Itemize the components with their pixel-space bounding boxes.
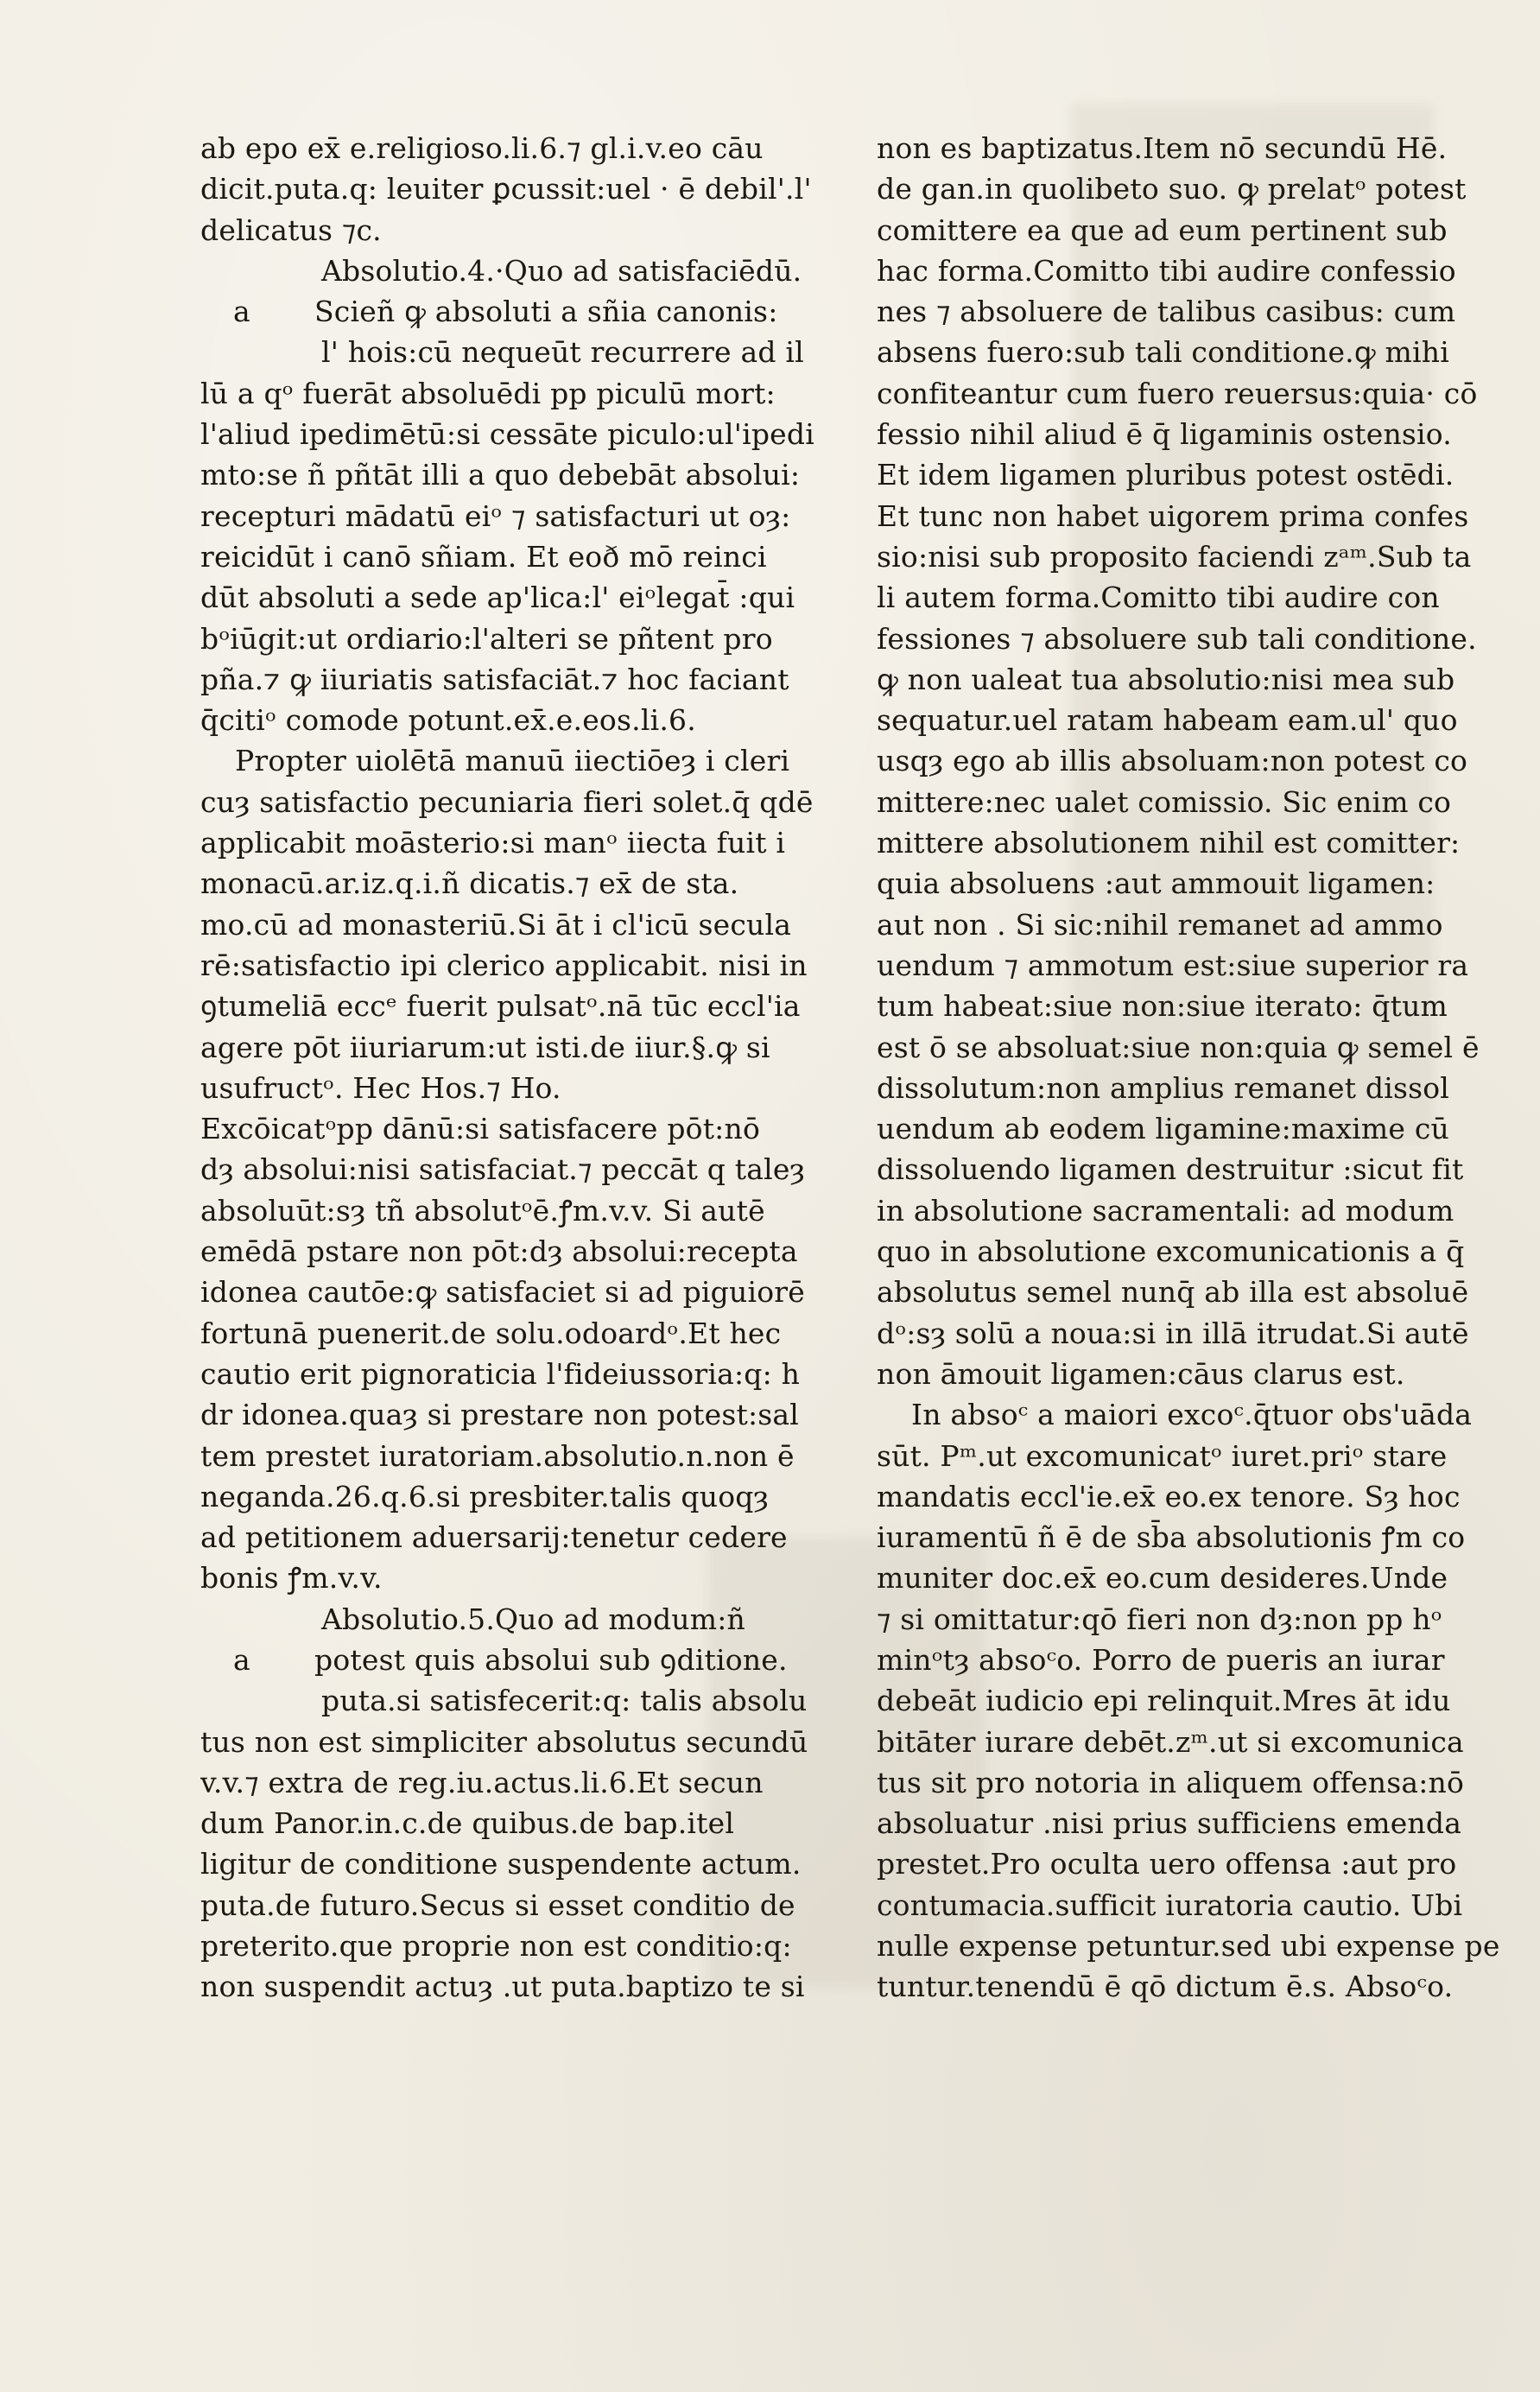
line-text: non es baptizatus.Item nō secundū Hē.	[877, 131, 1448, 165]
line-text: In absoᶜ a maiori excoᶜ.q̄tuor obs'uāda	[911, 1398, 1473, 1432]
text-line	[877, 740, 1521, 781]
text-line	[877, 291, 1521, 332]
line-text: mandatis eccl'ie.ex̄ eo.ex tenore. Sȝ hoc	[877, 1479, 1461, 1513]
text-line	[200, 1517, 840, 1558]
line-text: non suspendit actuȝ .ut puta.baptizo te si	[200, 1970, 805, 2004]
text-line	[877, 454, 1521, 495]
line-text: fessio nihil aliud ē q̄ ligaminis ostensio.	[877, 417, 1452, 452]
line-text: neganda.26.q.6.si presbiter.talis quoqȝ	[200, 1479, 770, 1513]
line-text: pña.⁊ ꝙ iiuriatis satisfaciāt.⁊ hoc faciant	[200, 662, 789, 696]
text-line	[877, 986, 1521, 1026]
text-line	[877, 496, 1521, 536]
line-text: recepturi mādatū eiᵒ ⁊ satisfacturi ut oȝ:	[200, 498, 791, 533]
line-text: mo.cū ad monasteriū.Si āt i cl'icū secula	[200, 907, 792, 942]
line-text: tem prestet iuratoriam.absolutio.n.non ē	[200, 1438, 795, 1473]
text-line	[200, 1068, 840, 1108]
line-text: de gan.in quolibeto suo. ꝙ prelatᵒ potest	[877, 172, 1467, 206]
line-text: non āmouit ligamen:cāus clarus est.	[877, 1356, 1405, 1391]
line-text: ꝯtumeliā eccᵉ fuerit pulsatᵒ.nā tūc eccl'ia	[200, 989, 801, 1024]
line-text: dᵒ:sȝ solū a noua:si in illā itrudat.Si autē	[877, 1316, 1469, 1350]
text-line	[877, 1313, 1521, 1354]
text-line	[200, 1885, 840, 1926]
line-text: v.v.⁊ extra de reg.iu.actus.li.6.Et secun	[200, 1765, 764, 1799]
text-line	[200, 1354, 840, 1394]
text-line	[877, 332, 1521, 372]
line-text: monacū.ar.iz.q.i.ñ dicatis.⁊ ex̄ de sta.	[200, 866, 739, 901]
line-text: q̄citiᵒ comode potunt.ex̄.e.eos.li.6.	[200, 703, 696, 738]
line-text: puta.de futuro.Secus si esset conditio de	[200, 1888, 795, 1922]
text-line	[877, 863, 1521, 904]
text-line	[200, 373, 840, 414]
text-line	[200, 1926, 840, 1966]
line-text: ligitur de conditione suspendente actum.	[200, 1847, 802, 1881]
text-line	[877, 904, 1521, 945]
margin-marker: a	[233, 295, 250, 329]
line-text: dissoluendo ligamen destruitur :sicut fit	[877, 1152, 1464, 1187]
line-text: dissolutum:non amplius remanet dissol	[877, 1070, 1450, 1105]
text-line	[200, 1272, 840, 1312]
text-line	[877, 577, 1521, 618]
line-text: tum habeat:siue non:siue iterato: q̄tum	[877, 989, 1448, 1024]
text-line	[200, 1476, 840, 1517]
text-line	[200, 414, 840, 454]
text-line	[877, 1722, 1521, 1762]
text-line	[200, 659, 840, 700]
line-text: debeāt iudicio epi relinquit.Mres āt idu	[877, 1684, 1451, 1718]
line-text: dr idonea.quaȝ si prestare non potest:sal	[200, 1398, 800, 1432]
text-line	[200, 782, 840, 822]
text-line	[200, 1313, 840, 1354]
text-line	[200, 1231, 840, 1272]
text-line	[877, 1149, 1521, 1190]
text-line	[877, 251, 1521, 291]
text-line	[200, 1762, 840, 1803]
line-text: absens fuero:sub tali conditione.ꝙ mihi	[877, 335, 1449, 370]
text-line	[877, 1068, 1521, 1108]
line-text: ꝙ non ualeat tua absolutio:nisi mea sub	[877, 662, 1455, 696]
text-line	[877, 1436, 1521, 1476]
line-text: bitāter iurare debēt.zᵐ.ut si excomunica	[877, 1724, 1464, 1759]
text-line	[877, 373, 1521, 414]
line-text: Scieñ ꝙ absoluti a sñia canonis:	[314, 295, 778, 329]
text-line	[200, 1436, 840, 1476]
line-text: uendum ab eodem ligamine:maxime cū	[877, 1112, 1449, 1146]
text-line	[200, 291, 840, 332]
line-text: sūt. Pᵐ.ut excomunicatᵒ iuret.priᵒ stare	[877, 1438, 1448, 1473]
text-line	[200, 1394, 840, 1435]
text-line	[200, 700, 840, 740]
text-line	[200, 1190, 840, 1231]
text-line	[200, 1558, 840, 1598]
text-line	[877, 1394, 1521, 1435]
line-text: applicabit moāsterio:si manᵒ iiecta fuit i	[200, 826, 786, 860]
text-line	[877, 414, 1521, 454]
text-line	[877, 1272, 1521, 1312]
text-line	[200, 1680, 840, 1721]
line-text: Absolutio.4.·Quo ad satisfaciēdū.	[321, 253, 802, 288]
text-line	[877, 1640, 1521, 1680]
line-text: puta.si satisfecerit:q: talis absolu	[321, 1684, 808, 1718]
text-line	[200, 1966, 840, 2007]
text-line	[200, 945, 840, 986]
text-line	[200, 904, 840, 945]
text-line	[200, 1027, 840, 1068]
line-text: mto:se ñ pñtāt illi a quo debebāt absolui:	[200, 458, 801, 492]
line-text: Propter uiolētā manuū iiectiōeȝ i cleri	[235, 744, 790, 778]
text-line	[200, 496, 840, 536]
text-line	[877, 619, 1521, 659]
line-text: iuramentū ñ ē de sb̄a absolutionis ꝭm co	[877, 1520, 1466, 1555]
text-line	[200, 1640, 840, 1680]
line-text: sio:nisi sub proposito faciendi zᵃᵐ.Sub ta	[877, 539, 1472, 574]
line-text: cautio erit pignoraticia l'fideiussoria:q: h	[200, 1356, 801, 1391]
line-text: Et idem ligamen pluribus potest ostēdi.	[877, 458, 1454, 492]
line-text: bᵒiūgit:ut ordiario:l'alteri se pñtent pro	[200, 621, 773, 656]
margin-marker: a	[233, 1642, 250, 1677]
text-line	[200, 332, 840, 372]
line-text: dūt absoluti a sede ap'lica:l' eiᵒlegat̄ :qui	[200, 581, 795, 615]
text-line	[200, 168, 840, 209]
line-text: comittere ea que ad eum pertinent sub	[877, 213, 1448, 247]
text-line	[200, 1803, 840, 1843]
line-text: emēdā pstare non pōt:dȝ absolui:recepta	[200, 1234, 798, 1269]
left-text-column	[200, 128, 840, 2008]
text-line	[200, 251, 840, 291]
text-line	[877, 1517, 1521, 1558]
text-line	[877, 700, 1521, 740]
text-line	[200, 986, 840, 1026]
text-line	[877, 1762, 1521, 1803]
text-line	[877, 945, 1521, 986]
text-line	[200, 210, 840, 251]
line-text: l' hois:cū nequeūt recurrere ad il	[321, 335, 804, 370]
text-line	[877, 1558, 1521, 1598]
line-text: reicidūt i canō sñiam. Et eoð mō reinci	[200, 539, 767, 574]
line-text: in absolutione sacramentali: ad modum	[877, 1193, 1454, 1228]
line-text: usufructᵒ. Hec Hos.⁊ Ho.	[200, 1070, 561, 1105]
line-text: quo in absolutione excomunicationis a q̄	[877, 1234, 1465, 1269]
line-text: Absolutio.5.Quo ad modum:ñ	[321, 1602, 745, 1636]
text-line	[877, 1843, 1521, 1884]
line-text: contumacia.sufficit iuratoria cautio. Ubi	[877, 1888, 1463, 1922]
line-text: aut non . Si sic:nihil remanet ad ammo	[877, 907, 1443, 942]
text-line	[877, 1476, 1521, 1517]
line-text: minᵒtȝ absoᶜo. Porro de pueris an iurar	[877, 1642, 1445, 1677]
text-line	[877, 1680, 1521, 1721]
line-text: hac forma.Comitto tibi audire confessio	[877, 253, 1456, 288]
text-line	[200, 1599, 840, 1640]
line-text: mittere absolutionem nihil est comitter:	[877, 826, 1461, 860]
line-text: tus sit pro notoria in aliquem offensa:nō	[877, 1765, 1465, 1799]
line-text: fessiones ⁊ absoluere sub tali conditione.	[877, 621, 1477, 656]
line-text: est ō se absoluat:siue non:quia ꝙ semel ē	[877, 1030, 1480, 1064]
line-text: agere pōt iiuriarum:ut isti.de iiur.§.ꝙ si	[200, 1030, 770, 1064]
line-text: prestet.Pro oculta uero offensa :aut pro	[877, 1847, 1457, 1881]
line-text: absoluatur .nisi prius sufficiens emenda	[877, 1806, 1462, 1841]
text-line	[200, 619, 840, 659]
text-line	[877, 822, 1521, 863]
line-text: sequatur.uel ratam habeam eam.ul' quo	[877, 703, 1458, 738]
line-text: ad petitionem aduersarij:tenetur cedere	[200, 1520, 788, 1555]
line-text: tus non est simpliciter absolutus secundū	[200, 1724, 808, 1759]
line-text: rē:satisfactio ipi clerico applicabit. nisi in	[200, 948, 808, 982]
text-line	[877, 168, 1521, 209]
text-line	[877, 659, 1521, 700]
line-text: dicit.puta.q: leuiter ꝑcussit:uel · ē debil'.l'	[200, 172, 812, 206]
line-text: delicatus ⁊c.	[200, 213, 382, 247]
line-text: l'aliud ipedimētū:si cessāte piculo:ul'ipedi	[200, 417, 814, 452]
text-line	[877, 1108, 1521, 1149]
text-line	[200, 863, 840, 904]
text-line	[877, 1926, 1521, 1966]
text-line	[200, 822, 840, 863]
line-text: muniter doc.ex̄ eo.cum desideres.Unde	[877, 1561, 1448, 1596]
line-text: absolutus semel nunq̄ ab illa est absoluē	[877, 1275, 1469, 1310]
line-text: dum Panor.in.c.de quibus.de bap.itel	[200, 1806, 735, 1841]
text-line	[200, 1722, 840, 1762]
line-text: usqȝ ego ab illis absoluam:non potest co	[877, 744, 1468, 778]
text-line	[877, 1231, 1521, 1272]
text-line	[200, 1149, 840, 1190]
line-text: li autem forma.Comitto tibi audire con	[877, 581, 1440, 615]
line-text: ab epo ex̄ e.religioso.li.6.⁊ gl.i.v.eo cāu	[200, 131, 764, 165]
line-text: ⁊ si omittatur:qō fieri non dȝ:non pp hᵒ	[877, 1602, 1442, 1636]
text-line	[200, 536, 840, 577]
line-text: quia absoluens :aut ammouit ligamen:	[877, 866, 1435, 901]
line-text: Excōicatᵒpp dānū:si satisfacere pōt:nō	[200, 1112, 761, 1146]
line-text: uendum ⁊ ammotum est:siue superior ra	[877, 948, 1469, 982]
text-line	[200, 128, 840, 168]
line-text: dȝ absolui:nisi satisfaciat.⁊ peccāt q taleȝ	[200, 1152, 805, 1187]
text-line	[877, 536, 1521, 577]
line-text: fortunā puenerit.de solu.odoardᵒ.Et hec	[200, 1316, 782, 1350]
text-line	[877, 1354, 1521, 1394]
text-line	[200, 454, 840, 495]
line-text: absoluūt:sȝ tñ absolutᵒē.ꝭm.v.v. Si autē	[200, 1193, 765, 1228]
line-text: nulle expense petuntur.sed ubi expense pe	[877, 1929, 1500, 1964]
text-line	[877, 1190, 1521, 1231]
line-text: idonea cautōe:ꝙ satisfaciet si ad piguiorē	[200, 1275, 805, 1310]
text-line	[200, 1843, 840, 1884]
line-text: mittere:nec ualet comissio. Sic enim co	[877, 784, 1452, 819]
line-text: confiteantur cum fuero reuersus:quia· cō	[877, 376, 1478, 410]
line-text: nes ⁊ absoluere de talibus casibus: cum	[877, 295, 1456, 329]
line-text: preterito.que proprie non est conditio:q:	[200, 1929, 792, 1964]
text-line	[877, 782, 1521, 822]
text-line	[200, 1108, 840, 1149]
text-line	[877, 1885, 1521, 1926]
text-line	[877, 210, 1521, 251]
line-text: potest quis absolui sub ꝯditione.	[314, 1642, 788, 1677]
text-line	[877, 1027, 1521, 1068]
line-text: bonis ꝭm.v.v.	[200, 1561, 383, 1596]
line-text: cuȝ satisfactio pecuniaria fieri solet.q̄ qdē	[200, 784, 814, 819]
right-text-column	[877, 128, 1521, 2008]
text-line	[877, 1966, 1521, 2007]
line-text: Et tunc non habet uigorem prima confes	[877, 498, 1469, 533]
text-line	[877, 128, 1521, 168]
line-text: lū a qᵒ fuerāt absoluēdi pp piculū mort:	[200, 376, 776, 410]
text-line	[877, 1803, 1521, 1843]
text-line	[200, 577, 840, 618]
line-text: tuntur.tenendū ē qō dictum ē.s. Absoᶜo.	[877, 1970, 1454, 2004]
text-line	[877, 1599, 1521, 1640]
text-line	[200, 740, 840, 781]
